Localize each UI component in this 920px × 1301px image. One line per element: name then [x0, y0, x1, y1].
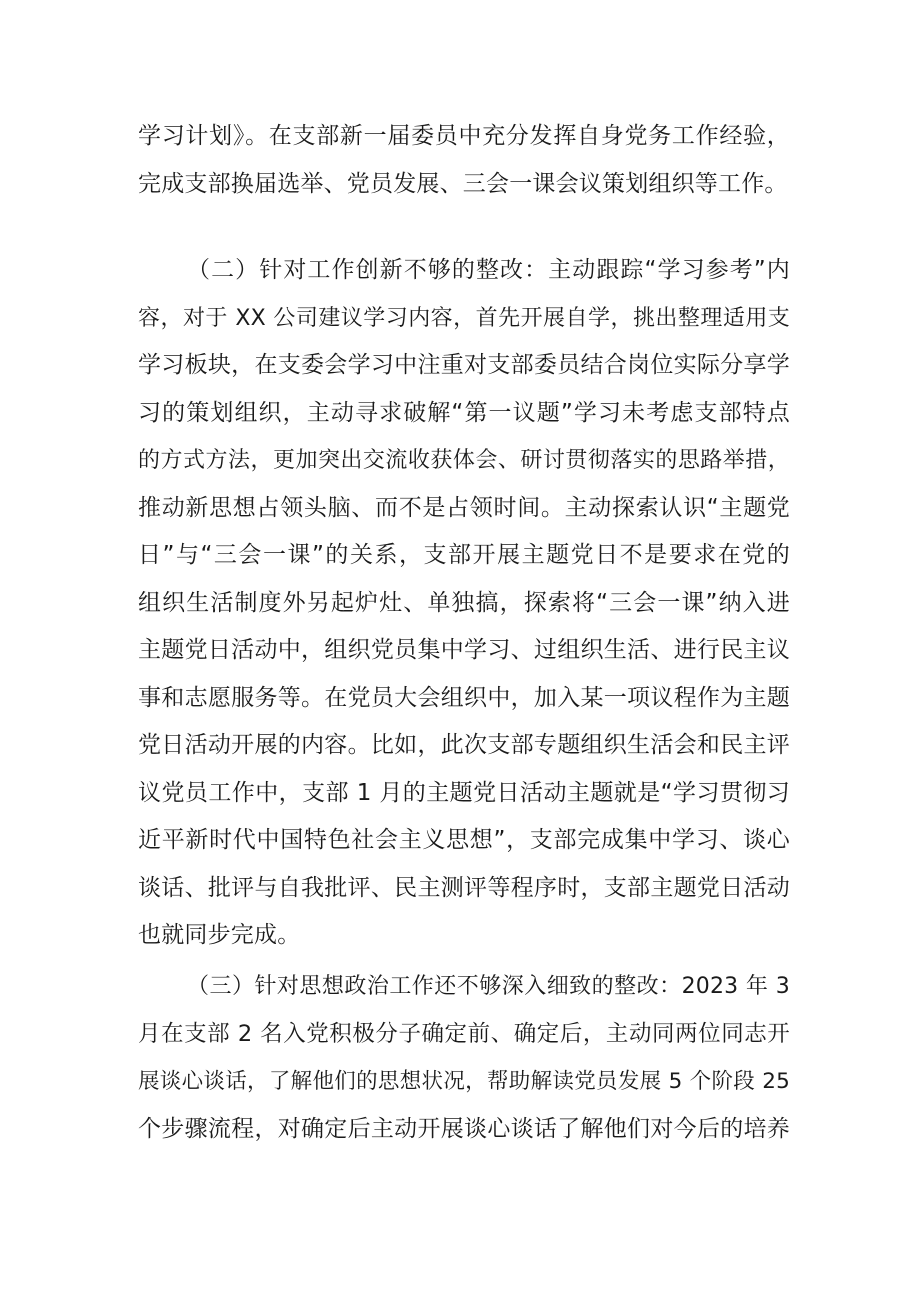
text-line: 也就同步完成。 [138, 922, 301, 948]
paragraph-section-two [138, 247, 790, 960]
text-line: 的方式方法，更加突出交流收获体会、研讨贯彻落实的思路举措， [138, 448, 790, 473]
paragraph-continuation [138, 113, 790, 208]
text-line: 学习计划》。在支部新一届委员中充分发挥自身党务工作经验， [138, 123, 790, 149]
text-line: 习的策划组织，主动寻求破解“第一议题”学习未考虑支部特点 [138, 399, 790, 426]
text-line: 谈话、批评与自我批评、民主测评等程序时，支部主题党日活动 [138, 874, 790, 901]
text-line: 近平新时代中国特色社会主义思想”，支部完成集中学习、谈心 [138, 827, 790, 853]
text-line: 议党员工作中，支部 1 月的主题党日活动主题就是“学习贯彻习 [138, 779, 790, 806]
text-line: 主题党日活动中，组织党员集中学习、过组织生活、进行民主议 [138, 637, 790, 663]
text-line: 组织生活制度外另起炉灶、单独搞，探索将“三会一课”纳入进 [138, 589, 790, 616]
paragraph-section-three [138, 963, 790, 1153]
text-line: 展谈心谈话，了解他们的思想状况，帮助解读党员发展 5 个阶段 25 [138, 1069, 790, 1094]
text-line: 容，对于 XX 公司建议学习内容，首先开展自学，挑出整理适用支 [138, 305, 790, 331]
text-line: 月在支部 2 名入党积极分子确定前、确定后，主动同两位同志开 [138, 1020, 790, 1047]
text-line: 日”与“三会一课”的关系，支部开展主题党日不是要求在党的 [138, 542, 790, 568]
text-line: 完成支部换届选举、党员发展、三会一课会议策划组织等工作。 [138, 170, 788, 197]
text-line: 个步骤流程，对确定后主动开展谈心谈话了解他们对今后的培养 [138, 1115, 790, 1142]
text-line: 党日活动开展的内容。比如，此次支部专题组织生活会和民主评 [138, 732, 790, 758]
text-line: （二）针对工作创新不够的整改：主动跟踪“学习参考”内 [187, 257, 790, 283]
text-line: 学习板块，在支委会学习中注重对支部委员结合岗位实际分享学 [138, 352, 790, 378]
text-line: 事和志愿服务等。在党员大会组织中，加入某一项议程作为主题 [138, 684, 790, 711]
text-line: （三）针对思想政治工作还不够深入细致的整改：2023 年 3 [187, 974, 790, 999]
text-line: 推动新思想占领头脑、而不是占领时间。主动探索认识“主题党 [138, 494, 790, 521]
